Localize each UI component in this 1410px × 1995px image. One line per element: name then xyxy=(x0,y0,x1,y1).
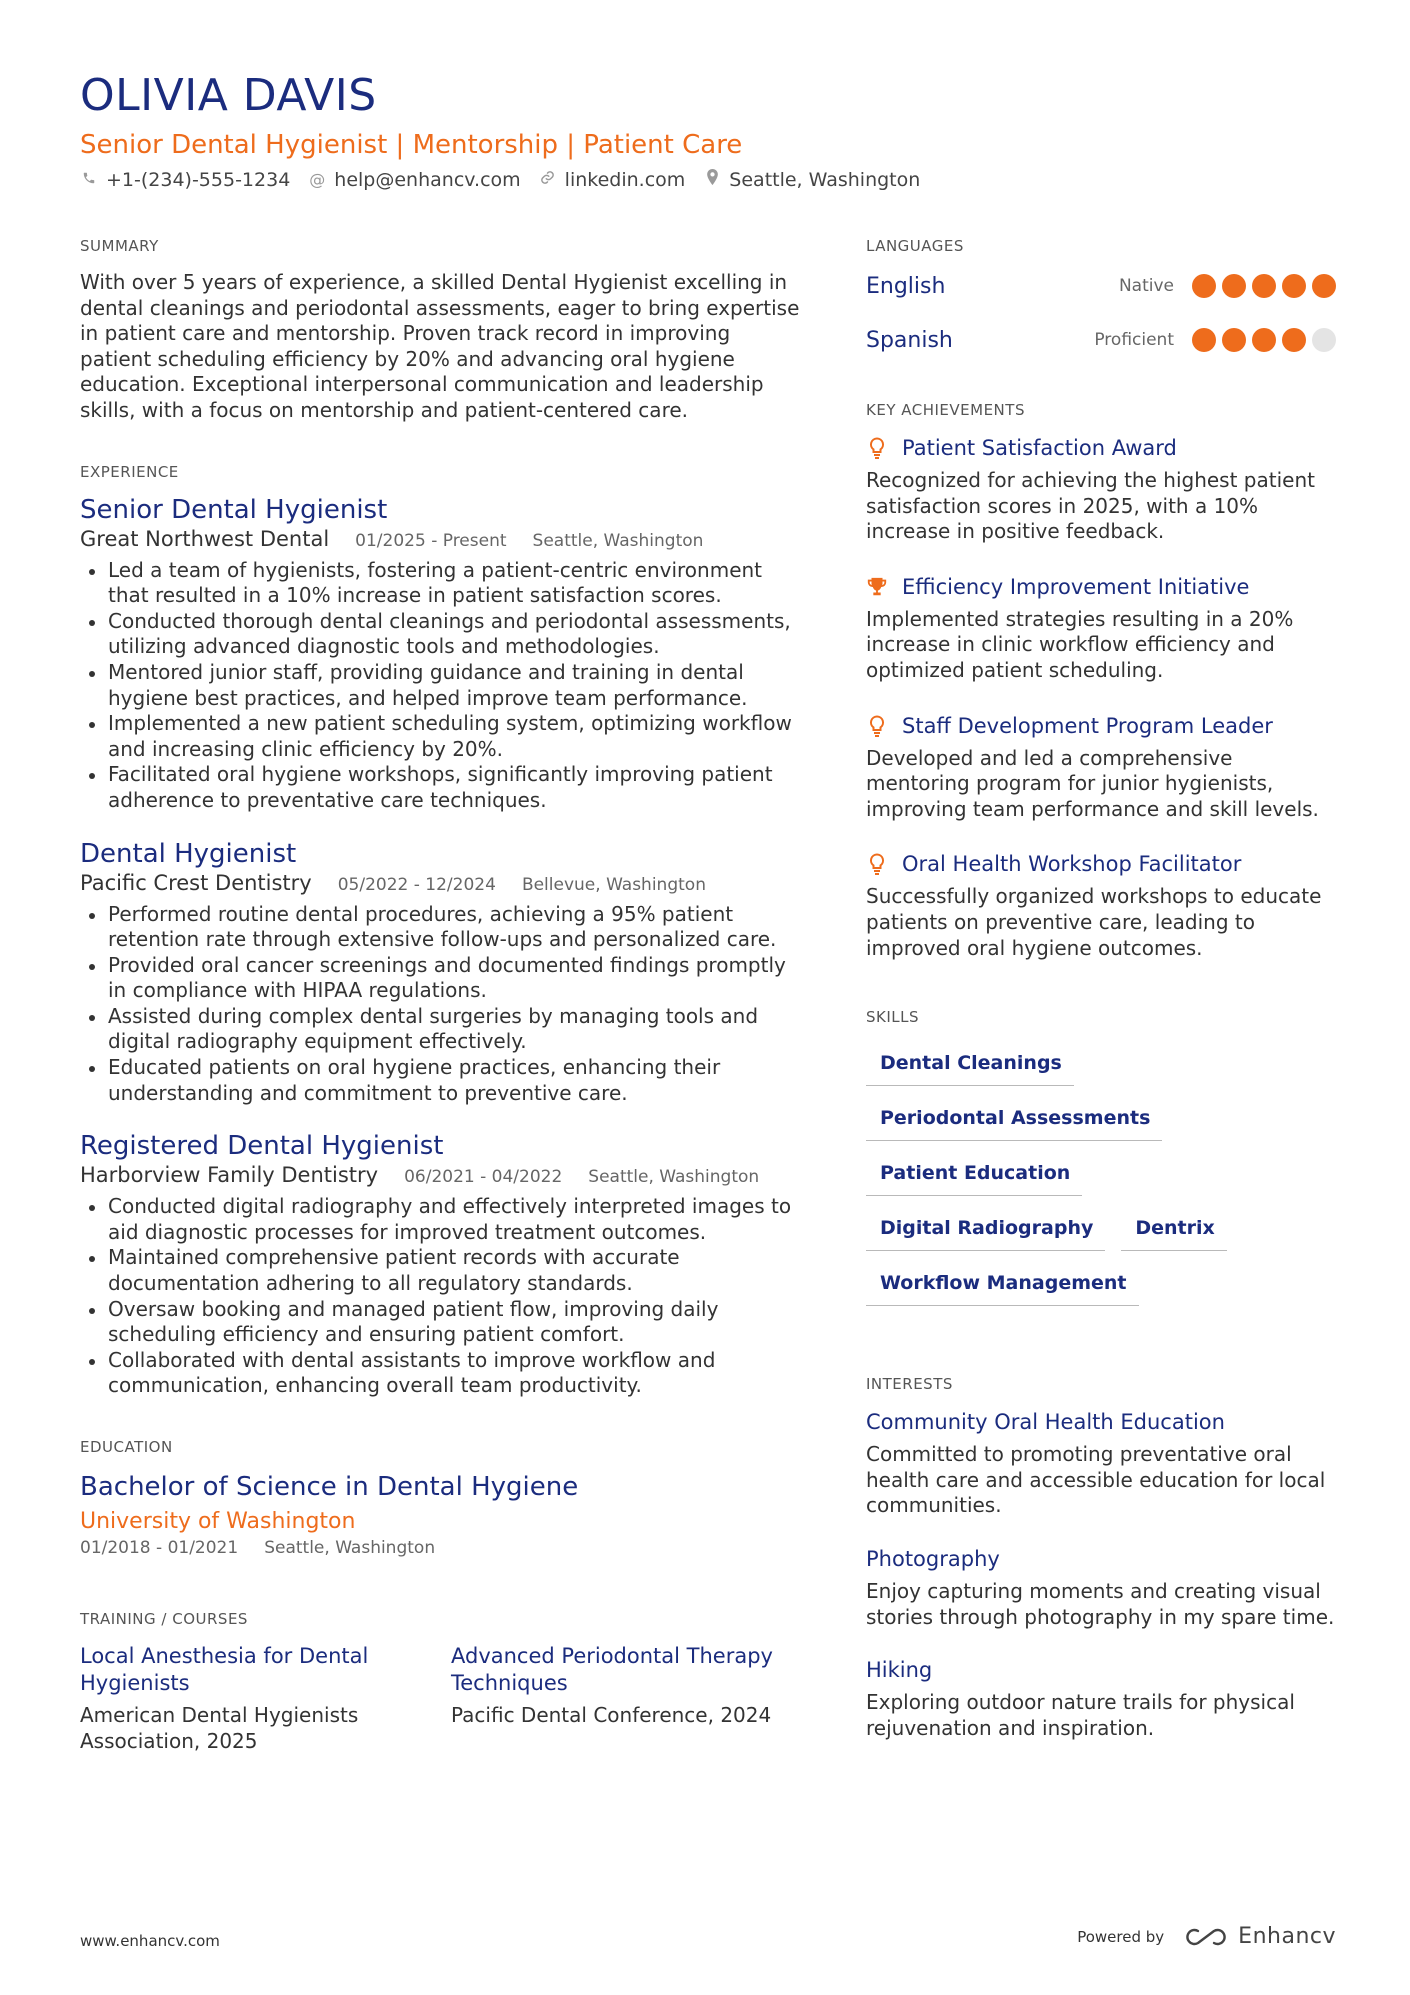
rating-dot-filled xyxy=(1222,328,1246,352)
achievement-desc: Implemented strategies resulting in a 20% increase in clinic workflow efficiency and optimized patient scheduling. xyxy=(866,606,1294,682)
rating-dot-filled xyxy=(1252,328,1276,352)
job-bullets xyxy=(80,902,800,1107)
location-text: Seattle, Washington xyxy=(729,169,921,191)
rating-dot-empty xyxy=(1312,328,1336,352)
job-bullet: Oversaw booking and managed patient flow, improving daily scheduling efficiency and ensuring patient comfort. xyxy=(80,1297,800,1348)
achievement-item xyxy=(866,712,1336,823)
skill-tag: Dentrix xyxy=(1121,1210,1226,1251)
achievement-item xyxy=(866,434,1336,545)
section-title-achievements: KEY ACHIEVEMENTS xyxy=(866,401,1025,419)
rating-dot-filled xyxy=(1282,274,1306,298)
trophy-icon xyxy=(866,575,888,599)
job-entry xyxy=(80,1130,800,1399)
interest-title: Community Oral Health Education xyxy=(866,1410,1225,1435)
job-bullet: Facilitated oral hygiene workshops, significantly improving patient adherence to preventative care techniques. xyxy=(80,762,800,813)
job-location: Seattle, Washington xyxy=(588,1167,760,1188)
job-bullet: Maintained comprehensive patient records with accurate documentation adhering to all regulatory standards. xyxy=(80,1245,800,1296)
education-section xyxy=(80,1437,800,1559)
summary-section xyxy=(80,236,800,424)
location-pin-icon xyxy=(703,166,721,194)
language-name: English xyxy=(866,273,946,299)
right-column xyxy=(866,236,1336,1741)
skill-tag: Patient Education xyxy=(866,1155,1082,1196)
linkedin-text: linkedin.com xyxy=(564,169,686,191)
language-level: Native xyxy=(1118,276,1174,296)
achievements-section xyxy=(866,400,1336,961)
enhancv-logo[interactable] xyxy=(1184,1924,1336,1949)
skill-tag: Periodontal Assessments xyxy=(866,1100,1162,1141)
contact-bar xyxy=(80,166,920,194)
job-title: Registered Dental Hygienist xyxy=(80,1131,444,1162)
achievement-desc: Recognized for achieving the highest patient satisfaction scores in 2025, with a 10% increase in positive feedback. xyxy=(866,468,1315,544)
rating-dot-filled xyxy=(1192,274,1216,298)
job-bullet: Educated patients on oral hygiene practices, enhancing their understanding and commitment to preventive care. xyxy=(80,1055,800,1106)
job-bullets xyxy=(80,558,800,814)
job-bullet: Conducted digital radiography and effectively interpreted images to aid diagnostic processes for improved treatment outcomes. xyxy=(80,1194,800,1245)
rating-dot-filled xyxy=(1282,328,1306,352)
interests-section xyxy=(866,1374,1336,1741)
interest-desc: Enjoy capturing moments and creating visual stories through photography in my spare time. xyxy=(866,1578,1335,1629)
section-title-languages: LANGUAGES xyxy=(866,237,964,255)
language-rating xyxy=(1192,274,1336,298)
training-item xyxy=(451,1643,800,1754)
footer-branding xyxy=(1077,1924,1336,1949)
job-bullet: Implemented a new patient scheduling system, optimizing workflow and increasing clinic efficiency by 20%. xyxy=(80,711,800,762)
achievement-title: Oral Health Workshop Facilitator xyxy=(902,852,1242,877)
training-section xyxy=(80,1609,800,1754)
skill-tag: Dental Cleanings xyxy=(866,1045,1074,1086)
skills-list xyxy=(866,1045,1306,1306)
summary-text: With over 5 years of experience, a skilled Dental Hygienist excelling in dental cleanings and periodontal assessments, eager to bring expertise in patient care and mentorship. Proven track record in improving patient scheduling efficiency by 20% and advancing oral hygiene education. Exceptional interpersonal communication and leadership skills, with a focus on mentorship and patient-centered care. xyxy=(80,270,800,422)
job-company: Harborview Family Dentistry xyxy=(80,1163,379,1188)
rating-dot-filled xyxy=(1252,274,1276,298)
candidate-headline: Senior Dental Hygienist | Mentorship | Patient Care xyxy=(80,130,743,160)
contact-linkedin[interactable] xyxy=(539,166,686,194)
training-org: American Dental Hygienists Association, 2025 xyxy=(80,1703,359,1753)
section-title-skills: SKILLS xyxy=(866,1008,920,1027)
interest-title: Photography xyxy=(866,1546,1000,1571)
interest-item xyxy=(866,1545,1336,1630)
job-location: Seattle, Washington xyxy=(532,530,704,551)
education-location: Seattle, Washington xyxy=(264,1538,436,1558)
job-bullet: Provided oral cancer screenings and documented findings promptly in compliance with HIPAA regulations. xyxy=(80,953,800,1004)
job-entry xyxy=(80,494,800,814)
job-bullets xyxy=(80,1194,800,1399)
achievement-title: Patient Satisfaction Award xyxy=(902,436,1177,460)
job-location: Bellevue, Washington xyxy=(521,874,706,895)
education-meta xyxy=(80,1537,800,1559)
job-company: Great Northwest Dental xyxy=(80,526,330,551)
language-row xyxy=(866,270,1336,302)
link-icon xyxy=(539,166,557,194)
achievement-desc: Successfully organized workshops to educate patients on preventive care, leading to improved oral hygiene outcomes. xyxy=(866,884,1322,960)
job-dates: 06/2021 - 04/2022 xyxy=(404,1167,563,1188)
section-title-education: EDUCATION xyxy=(80,1438,173,1456)
lightbulb-icon xyxy=(866,714,888,738)
skill-tag: Workflow Management xyxy=(866,1265,1139,1306)
job-dates: 01/2025 - Present xyxy=(355,530,507,551)
job-bullet: Mentored junior staff, providing guidance and training in dental hygiene best practices, and helped improve team performance. xyxy=(80,660,800,711)
job-bullet: Conducted thorough dental cleanings and periodontal assessments, utilizing advanced diagnostic tools and methodologies. xyxy=(80,609,800,660)
skills-section xyxy=(866,1007,1336,1306)
achievement-item xyxy=(866,573,1336,684)
rating-dot-filled xyxy=(1312,274,1336,298)
contact-email[interactable] xyxy=(308,166,520,194)
contact-phone[interactable] xyxy=(80,166,290,194)
job-bullet: Assisted during complex dental surgeries by managing tools and digital radiography equipment effectively. xyxy=(80,1004,800,1055)
experience-section xyxy=(80,462,800,1399)
education-school: University of Washington xyxy=(80,1509,356,1534)
training-grid xyxy=(80,1643,800,1754)
candidate-name: OLIVIA DAVIS xyxy=(80,70,377,121)
left-column xyxy=(80,236,800,1754)
achievement-title: Efficiency Improvement Initiative xyxy=(902,574,1250,599)
lightbulb-icon xyxy=(866,436,888,460)
rating-dot-filled xyxy=(1222,274,1246,298)
job-dates: 05/2022 - 12/2024 xyxy=(337,874,496,895)
language-level: Proficient xyxy=(1094,330,1174,350)
languages-section xyxy=(866,236,1336,356)
training-title: Advanced Periodontal Therapy Techniques xyxy=(451,1644,773,1695)
contact-location xyxy=(703,166,920,194)
interest-desc: Exploring outdoor nature trails for physical rejuvenation and inspiration. xyxy=(866,1690,1295,1740)
interest-item xyxy=(866,1408,1336,1519)
achievement-title: Staff Development Program Leader xyxy=(902,713,1273,738)
job-company: Pacific Crest Dentistry xyxy=(80,870,312,895)
education-degree: Bachelor of Science in Dental Hygiene xyxy=(80,1472,579,1502)
job-title: Dental Hygienist xyxy=(80,838,297,869)
at-icon: @ xyxy=(309,170,326,189)
job-bullet: Led a team of hygienists, fostering a patient-centric environment that resulted in a 10% increase in patient satisfaction scores. xyxy=(80,558,800,609)
language-name: Spanish xyxy=(866,327,953,353)
interest-item xyxy=(866,1656,1336,1741)
education-dates: 01/2018 - 01/2021 xyxy=(80,1538,239,1558)
interest-title: Hiking xyxy=(866,1658,933,1683)
brand-name: Enhancv xyxy=(1238,1924,1336,1949)
phone-text: +1-(234)-555-1234 xyxy=(106,169,291,191)
achievement-desc: Developed and led a comprehensive mentoring program for junior hygienists, improving team performance and skill levels. xyxy=(866,745,1319,821)
skill-tag: Digital Radiography xyxy=(866,1210,1105,1251)
job-meta xyxy=(80,526,800,554)
section-title-summary: SUMMARY xyxy=(80,237,159,255)
email-text: help@enhancv.com xyxy=(334,169,521,191)
powered-by-text: Powered by xyxy=(1077,1927,1165,1946)
phone-icon xyxy=(80,166,98,194)
job-meta xyxy=(80,1162,800,1190)
job-bullet: Performed routine dental procedures, achieving a 95% patient retention rate through extensive follow-ups and personalized care. xyxy=(80,902,800,953)
job-entry xyxy=(80,838,800,1107)
lightbulb-icon xyxy=(866,852,888,876)
language-rating xyxy=(1192,328,1336,352)
section-title-interests: INTERESTS xyxy=(866,1375,953,1394)
job-meta xyxy=(80,870,800,898)
training-item xyxy=(80,1643,429,1754)
interest-desc: Committed to promoting preventative oral health care and accessible education for local communities. xyxy=(866,1442,1326,1518)
job-bullet: Collaborated with dental assistants to improve workflow and communication, enhancing overall team productivity. xyxy=(80,1348,800,1399)
training-title: Local Anesthesia for Dental Hygienists xyxy=(80,1644,369,1695)
training-org: Pacific Dental Conference, 2024 xyxy=(451,1703,772,1727)
footer-website[interactable]: www.enhancv.com xyxy=(80,1932,220,1950)
rating-dot-filled xyxy=(1192,328,1216,352)
job-title: Senior Dental Hygienist xyxy=(80,494,388,525)
language-row xyxy=(866,324,1336,356)
section-title-experience: EXPERIENCE xyxy=(80,462,179,481)
section-title-training: TRAINING / COURSES xyxy=(80,1610,248,1628)
enhancv-logo-icon xyxy=(1184,1926,1228,1948)
achievement-item xyxy=(866,850,1336,961)
